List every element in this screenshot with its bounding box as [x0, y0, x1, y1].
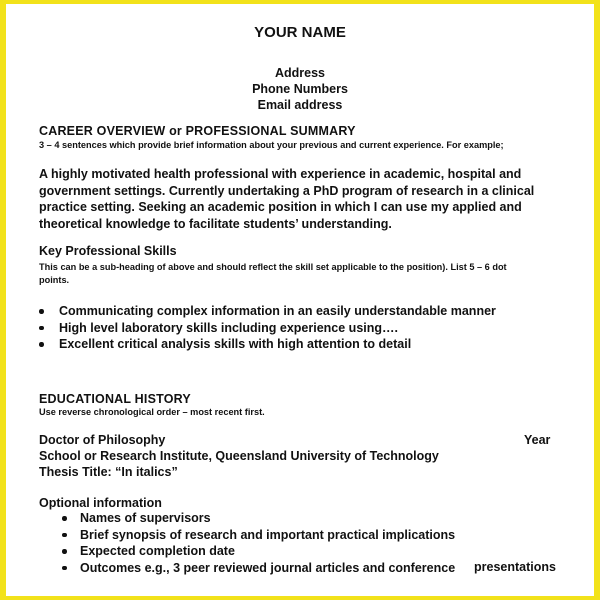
list-item	[62, 543, 455, 560]
thesis-title: Thesis Title: “In italics”	[39, 465, 178, 479]
optional-text: Expected completion date	[80, 544, 235, 558]
career-note: 3 – 4 sentences which provide brief information about your previous and current experience. For example;	[39, 140, 504, 150]
bullet-icon	[62, 516, 67, 521]
career-paragraph-line: practice setting. Seeking an academic position in which I can use my applied and	[39, 200, 522, 214]
list-item	[39, 320, 496, 337]
resume-page	[6, 4, 594, 596]
skill-text: Communicating complex information in an easily understandable manner	[59, 304, 496, 318]
skills-note-line2: points.	[39, 275, 70, 285]
skills-heading: Key Professional Skills	[39, 244, 177, 258]
list-item	[62, 510, 455, 527]
bullet-icon	[62, 566, 67, 571]
optional-text: Outcomes e.g., 3 peer reviewed journal articles and conference	[80, 560, 456, 575]
education-note: Use reverse chronological order – most recent first.	[39, 407, 265, 417]
skills-list	[39, 303, 496, 353]
optional-text: Names of supervisors	[80, 511, 211, 525]
degree-institution: School or Research Institute, Queensland University of Technology	[39, 449, 439, 463]
career-paragraph-line: A highly motivated health professional with experience in academic, hospital and	[39, 167, 522, 181]
career-paragraph-line: theoretical knowledge to facilitate students’ understanding.	[39, 216, 392, 231]
bullet-icon	[62, 533, 67, 538]
skill-text: Excellent critical analysis skills with high attention to detail	[59, 337, 412, 351]
career-paragraph	[39, 166, 559, 232]
bullet-icon	[62, 549, 67, 554]
skills-note-line1: This can be a sub-heading of above and should reflect the skill set applicable to the position). List 5 – 6 dot	[39, 262, 507, 272]
contact-email: Email address	[257, 98, 343, 112]
contact-phone: Phone Numbers	[252, 82, 348, 96]
bullet-icon	[39, 342, 44, 347]
skill-text: High level laboratory skills including experience using….	[59, 320, 398, 335]
bullet-icon	[39, 326, 44, 331]
contact-address: Address	[274, 66, 326, 80]
career-heading: CAREER OVERVIEW or PROFESSIONAL SUMMARY	[39, 124, 356, 138]
degree-title: Doctor of Philosophy	[39, 433, 166, 447]
list-item	[62, 560, 455, 577]
optional-heading: Optional information	[39, 496, 162, 510]
resume-name: YOUR NAME	[254, 24, 346, 41]
list-item	[39, 303, 496, 320]
bullet-icon	[39, 309, 44, 314]
optional-text: Brief synopsis of research and important practical implications	[80, 527, 456, 542]
career-paragraph-line: government settings. Currently undertaking a PhD program of research in a clinical	[39, 183, 535, 198]
optional-item-suffix: presentations	[474, 560, 556, 574]
education-heading: EDUCATIONAL HISTORY	[39, 392, 191, 406]
optional-list	[62, 510, 455, 576]
list-item	[62, 527, 455, 544]
list-item	[39, 336, 496, 353]
degree-year: Year	[524, 433, 551, 447]
